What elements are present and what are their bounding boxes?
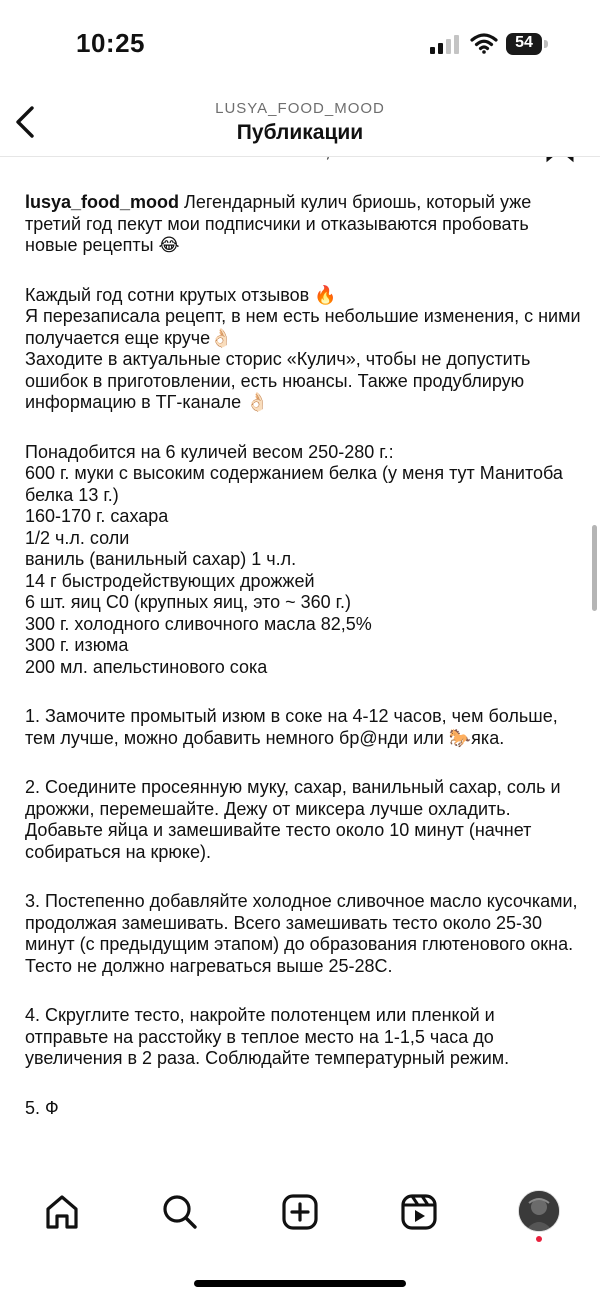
caption-username[interactable]: lusya_food_mood — [25, 192, 180, 212]
caption-intro-text: Легендарный кулич бриошь, который уже третий год пекут мои подписчики и отказываются пробовать новые рецепты 😂 — [25, 192, 532, 255]
page-title: Публикации — [236, 121, 364, 144]
home-icon[interactable] — [40, 1190, 84, 1234]
status-bar — [0, 0, 600, 90]
search-icon[interactable] — [158, 1190, 202, 1234]
caption-step: 5. Ф — [25, 1097, 59, 1118]
header-username[interactable]: LUSYA_FOOD_MOOD — [215, 100, 385, 117]
cellular-signal-icon — [430, 34, 464, 54]
page-header — [0, 90, 600, 157]
caption-step: 1. Замочите промытый изюм в соке на 4-12 часов, чем больше, тем лучше, можно добавить немного бр@нди или 🐎яка. — [25, 706, 558, 748]
create-icon[interactable] — [278, 1190, 322, 1234]
caption-step: 4. Скруглите тесто, накройте полотенцем или пленкой и отправьте на расстойку в теплое место на 1-1,5 часа до увеличения в 2 раза. Соблюдайте температурный режим. — [25, 1005, 510, 1068]
post-caption — [25, 192, 581, 1147]
notification-dot — [536, 1236, 542, 1242]
wifi-icon — [470, 32, 498, 54]
profile-avatar[interactable] — [518, 1190, 560, 1232]
status-time: 10:25 — [76, 28, 145, 58]
battery-icon — [506, 33, 550, 55]
avatar-image — [519, 1191, 559, 1231]
battery-level: 54 — [515, 34, 533, 51]
home-indicator[interactable] — [194, 1280, 406, 1287]
bottom-nav — [0, 1170, 600, 1300]
reels-icon[interactable] — [397, 1190, 441, 1234]
caption-intro — [25, 192, 581, 257]
scrollbar[interactable] — [592, 525, 597, 611]
caption-paragraph: Каждый год сотни крутых отзывов 🔥 Я перезаписала рецепт, в нем есть небольшие изменения, с ними получается еще круче👌🏻 Заходите в актуальные сторис «Кулич», чтобы не допустить ошибок в приготовлении, есть нюансы. Также продублирую информацию в ТГ-канале 👌🏻 — [25, 284, 581, 412]
caption-ingredients: Понадобится на 6 куличей весом 250-280 г.: 600 г. муки с высоким содержанием белка (у меня тут Манитоба белка 13 г.) 160-170 г. сахара 1/2 ч.л. соли ваниль (ванильный сахар) 1 ч.л. 14 г быстродействующих дрожжей 6 шт. яиц С0 (крупных яиц, это ~ 360 г.) 300 г. холодного сливочного масла 82,5% 300 г. изюма 200 мл. апельстинового сока — [25, 441, 563, 677]
caption-step: 2. Соедините просеянную муку, сахар, ванильный сахар, соль и дрожжи, перемешайте. Дежу от миксера лучше охладить. Добавьте яйца и замешивайте тесто около 10 минут (начнет собираться на крюке). — [25, 777, 561, 862]
caption-step: 3. Постепенно добавляйте холодное сливочное масло кусочками, продолжая замешивать. Всего замешивать тесто около 25-30 минут (с предыдущим этапом) до образования глютенового окна. Тесто не должно нагреваться выше 25-28С. — [25, 891, 578, 976]
